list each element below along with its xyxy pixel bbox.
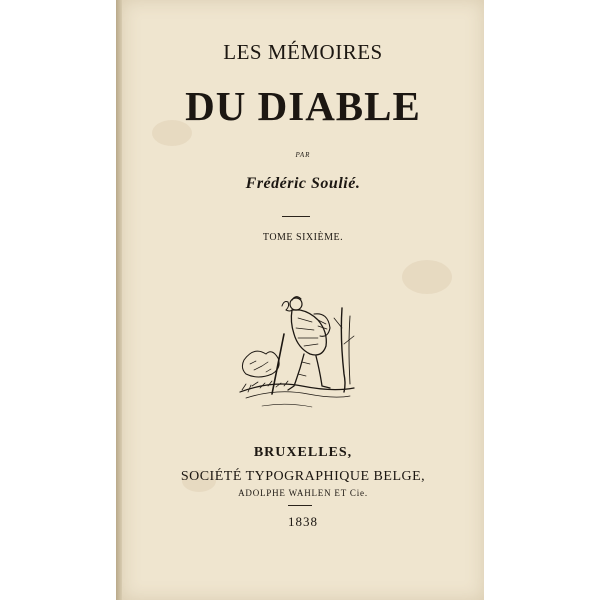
title-page (122, 0, 484, 600)
by-word: PAR (295, 151, 311, 159)
volume-label: TOME SIXIÈME. (262, 232, 344, 243)
foxing-spot (402, 260, 452, 294)
author-name: Frédéric Soulié. (245, 175, 361, 192)
pilgrim-with-staff-engraving-icon (232, 288, 362, 416)
title-line: LES MÉMOIRES (223, 40, 383, 64)
publisher-imprint: ADOLPHE WAHLEN ET Cie. (238, 488, 368, 498)
publication-year: 1838 (288, 514, 318, 529)
main-title: DU DIABLE (185, 83, 421, 129)
divider-rule (288, 505, 312, 506)
divider-rule (282, 216, 310, 217)
publication-city: BRUXELLES, (253, 445, 353, 460)
publisher-name: SOCIÉTÉ TYPOGRAPHIQUE BELGE, (180, 469, 426, 484)
